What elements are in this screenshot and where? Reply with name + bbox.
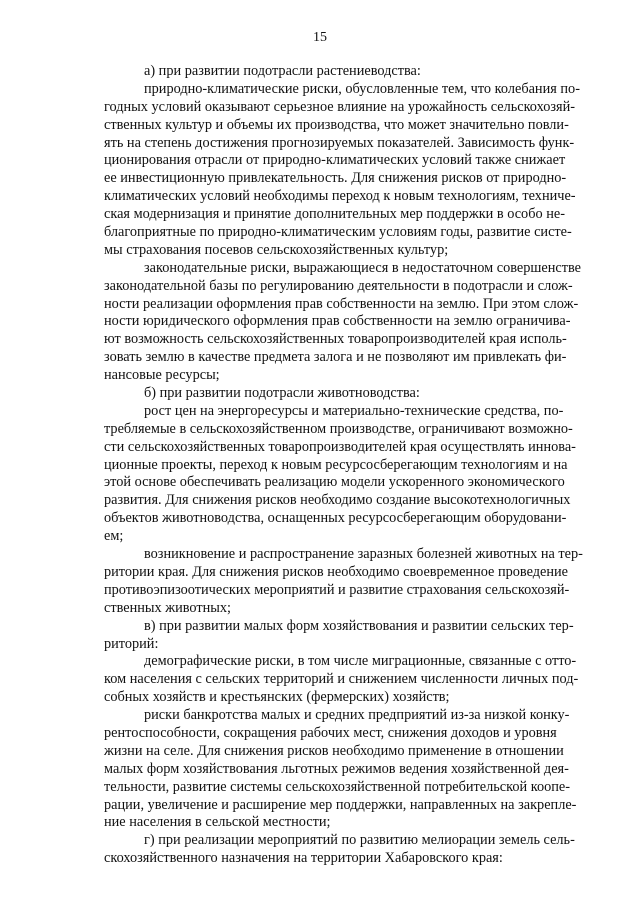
paragraph — [104, 707, 577, 832]
paragraph — [104, 617, 574, 654]
paragraph — [104, 402, 576, 546]
paragraph-line: рации, увеличение и расширение мер поддержки, направленных на закрепле- — [104, 796, 577, 813]
paragraph — [104, 653, 579, 707]
paragraph-line: б) при развитии подотрасли животноводства: — [144, 385, 420, 402]
paragraph-line: рост цен на энергоресурсы и материально-технические средства, по- — [144, 402, 564, 419]
paragraph — [104, 546, 583, 618]
paragraph-line: ности реализации оформления прав собственности на землю. При этом слож- — [104, 295, 579, 312]
paragraph-line: ционные проекты, переход к новым ресурсосберегающим технологиям и на — [104, 456, 568, 473]
paragraph-line: ют возможность сельскохозяйственных товаропроизводителей края исполь- — [104, 331, 567, 348]
paragraph-line: ственных культур и объемы их производства, что может значительно повли- — [104, 116, 569, 133]
paragraph-line: рентоспособности, сокращения рабочих мест, снижения доходов и уровня — [104, 724, 557, 741]
paragraph-line: ская модернизация и принятие дополнительных мер поддержки в особо не- — [104, 206, 565, 223]
body-text — [104, 63, 583, 868]
paragraph — [104, 80, 580, 260]
paragraph-line: малых форм хозяйствования льготных режимов ведения хозяйственной дея- — [104, 760, 569, 777]
paragraph-line: тельности, развитие системы сельскохозяйственной потребительской коопе- — [104, 778, 571, 795]
paragraph-line: климатических условий необходимы переход к новым технологиям, техниче- — [104, 188, 576, 205]
paragraph-line: законодательной базы по регулированию деятельности в подотрасли и слож- — [104, 277, 573, 294]
paragraph — [104, 385, 540, 403]
paragraph-line: возникновение и распространение заразных болезней животных на тер- — [144, 546, 583, 563]
paragraph-line: нансовые ресурсы; — [104, 367, 220, 384]
paragraph — [104, 832, 575, 868]
paragraph-line: этой основе обеспечивать реализацию модели ускоренного экономического — [104, 474, 565, 491]
paragraph — [104, 259, 582, 385]
paragraph-line: требляемые в сельскохозяйственном производстве, ограничивают возможно- — [104, 420, 573, 437]
paragraph-line: риторий: — [104, 635, 159, 652]
paragraph-line: законодательные риски, выражающиеся в недостаточном совершенстве — [144, 259, 582, 276]
paragraph-line: ственных животных; — [104, 599, 232, 616]
paragraph-line: объектов животноводства, оснащенных ресурсосберегающим оборудовани- — [104, 510, 567, 527]
paragraph-line: развития. Для снижения рисков необходимо создание высокотехнологичных — [104, 492, 571, 509]
paragraph-line: собных хозяйств и крестьянских (фермерских) хозяйств; — [104, 689, 450, 706]
paragraph-line: г) при реализации мероприятий по развитию мелиорации земель сель- — [144, 832, 575, 849]
paragraph-line: ем; — [104, 528, 124, 545]
paragraph-line: ционирования отрасли от природно-климатических условий также снижает — [104, 152, 566, 169]
paragraph-line: ять на степень достижения прогнозируемых показателей. Зависимость функ- — [104, 134, 575, 151]
paragraph-line: жизни на селе. Для снижения рисков необходимо применение в отношении — [104, 742, 564, 759]
paragraph-line: скохозяйственного назначения на территории Хабаровского края: — [104, 850, 503, 867]
paragraph-line: благоприятные по природно-климатическим условиям годы, развитие систе- — [104, 224, 572, 241]
paragraph-line: демографические риски, в том числе миграционные, связанные с отто- — [144, 653, 577, 670]
paragraph-line: сти сельскохозяйственных товаропроизводителей края осуществлять иннова- — [104, 438, 576, 455]
page-number: 15 — [313, 30, 327, 45]
paragraph-line: ности юридического оформления прав собственности на землю ограничива- — [104, 313, 571, 330]
paragraph-line: ее инвестиционную привлекательность. Для снижения рисков от природно- — [104, 170, 567, 187]
paragraph-line: в) при развитии малых форм хозяйствования и развитии сельских тер- — [144, 617, 574, 634]
paragraph-line: ком населения с сельских территорий и снижением численности личных под- — [104, 671, 579, 688]
paragraph-line: годных условий оказывают серьезное влияние на урожайность сельскохозяй- — [104, 98, 575, 115]
paragraph-line: мы страхования посевов сельскохозяйственных культур; — [104, 241, 449, 258]
paragraph-line: ритории края. Для снижения рисков необходимо своевременное проведение — [104, 563, 569, 580]
paragraph — [104, 63, 540, 81]
paragraph-line: риски банкротства малых и средних предприятий из-за низкой конку- — [144, 707, 570, 724]
paragraph-line: а) при развитии подотрасли растениеводства: — [144, 63, 421, 79]
paragraph-line: зовать землю в качестве предмета залога и не позволяют им привлекать фи- — [104, 349, 567, 366]
paragraph-line: ние населения в сельской местности; — [104, 814, 331, 831]
paragraph-line: противоэпизоотических мероприятий и развитие страхования сельскохозяй- — [104, 581, 570, 598]
paragraph-line: природно-климатические риски, обусловленные тем, что колебания по- — [144, 80, 580, 97]
